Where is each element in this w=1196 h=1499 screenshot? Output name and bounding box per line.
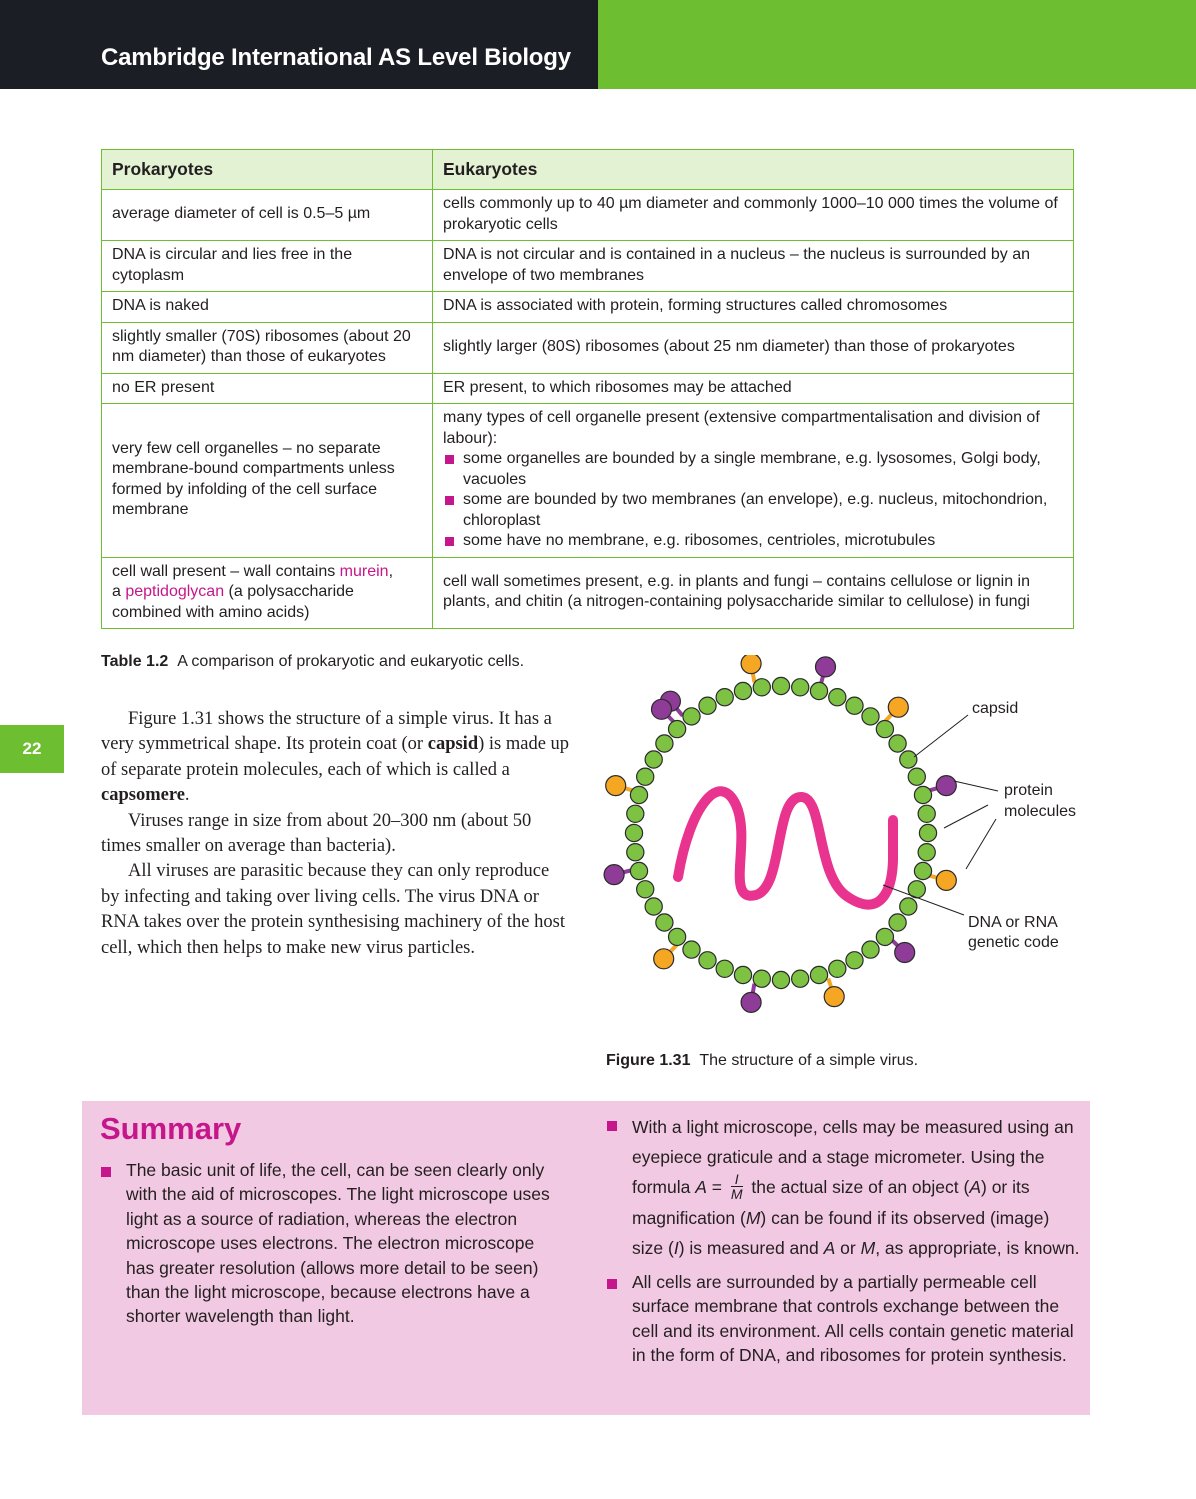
capsomere [900,898,917,915]
capsomere [876,928,893,945]
capsomere [862,708,879,725]
capsomere [810,966,827,983]
paragraph: All viruses are parasitic because they can only reproduce by infecting and taking over living cells. The virus DNA or RNA takes over the protein synthesising machinery of the host cell, which then helps to make new virus particles. [101,861,565,958]
paragraph: Viruses range in size from about 20–300 nm (about 50 times smaller on average than bacteria). [101,810,532,857]
table-row [102,404,1074,558]
var-m: M [860,1237,876,1258]
cell-prokaryotes: DNA is naked [102,292,433,323]
capsomere [627,805,644,822]
wall-text: (a polysaccharide combined with amino acids) [112,583,354,621]
var-a: A [823,1237,836,1258]
capsomere [862,941,879,958]
capsomere [683,941,700,958]
capsomere [918,844,935,861]
label-capsid: capsid [972,700,1019,717]
paragraph-text: Figure 1.31 shows the structure of a simple virus. It has a very symmetrical shape. Its protein coat (or [101,709,552,755]
figure-caption-label: Figure 1.31 [606,1052,691,1069]
cell-eukaryotes [433,404,1074,558]
wall-text: cell wall present – wall contains [112,562,340,580]
capsomere [876,721,893,738]
capsomere [846,952,863,969]
capsomere [645,898,662,915]
capsomere [645,751,662,768]
cell-prokaryotes: no ER present [102,373,433,404]
cell-prokaryotes [102,557,433,629]
capsomere [734,682,751,699]
capsomere [914,862,931,879]
summary-list-left [100,1158,555,1329]
capsomere [669,928,686,945]
list-item: some are bounded by two membranes (an envelope), e.g. nucleus, mitochondrion, chloroplast [443,490,1063,531]
capsomere [656,735,673,752]
capsomere [900,751,917,768]
summary-text: ) is measured and [678,1237,824,1258]
spike-head [654,949,674,969]
fraction-denominator: M [730,1185,743,1202]
summary-title: Summary [100,1111,242,1146]
nucleic-acid-strand [678,791,893,904]
capsomere [792,679,809,696]
page-number: 22 [0,725,64,773]
leader-protein-b [944,805,988,828]
fraction-numerator: I [731,1172,743,1187]
leader-capsid [914,715,968,757]
virus-diagram [596,655,1096,1035]
spike-head [936,870,956,890]
capsomere [889,735,906,752]
capsomere [810,682,827,699]
term-capsid: capsid [427,734,479,755]
formula-fraction [731,1172,743,1201]
capsomere [699,697,716,714]
cell-prokaryotes: DNA is circular and lies free in the cytoplasm [102,241,433,292]
header-eukaryotes: Eukaryotes [433,150,1074,190]
book-title: Cambridge International AS Level Biology [101,44,571,71]
capsomere [734,966,751,983]
table-caption-label: Table 1.2 [101,653,169,670]
summary-text: or [835,1237,861,1258]
table-header-row [102,150,1074,190]
spike-head [606,776,626,796]
table-row [102,557,1074,629]
table-row [102,190,1074,241]
cell-eukaryotes: DNA is not circular and is contained in a nucleus – the nucleus is surrounded by an envelope of two membranes [433,241,1074,292]
summary-item: All cells are surrounded by a partially permeable cell surface membrane that controls exchange between the cell and its environment. All cells contain genetic material in the form of DNA, and ribosomes for protein synthesis. [606,1270,1080,1368]
spike-head [936,776,956,796]
cell-prokaryotes: average diameter of cell is 0.5–5 µm [102,190,433,241]
summary-item [606,1112,1080,1263]
capsomere [829,960,846,977]
capsomere [627,844,644,861]
summary-item: The basic unit of life, the cell, can be seen clearly only with the aid of microscopes. The light microscope uses light as a source of radiation, whereas the electron microscope uses electrons. The electron microscope has greater resolution (allows more detail to be seen) than the light microscope, because electrons have a shorter wavelength than light. [100,1158,555,1329]
cell-eukaryotes: cells commonly up to 40 µm diameter and commonly 1000–10 000 times the volume of prokaryotic cells [433,190,1074,241]
label-genetic-code: genetic code [968,934,1059,951]
capsomere [625,824,642,841]
list-item: some organelles are bounded by a single membrane, e.g. lysosomes, Golgi body, vacuoles [443,449,1063,490]
capsomere [753,679,770,696]
cell-prokaryotes: slightly smaller (70S) ribosomes (about 20 nm diameter) than those of eukaryotes [102,322,433,373]
glossary-term-murein[interactable]: murein [339,562,389,580]
figure-caption-text: The structure of a simple virus. [699,1052,919,1069]
table-row [102,292,1074,323]
capsomere [846,697,863,714]
glossary-term-peptidoglycan[interactable]: peptidoglycan [125,583,225,600]
cell-eukaryotes: slightly larger (80S) ribosomes (about 25 nm diameter) than those of prokaryotes [433,322,1074,373]
summary-box [82,1101,1090,1415]
capsomere [656,914,673,931]
wall-text: , [388,562,394,580]
organelles-list [443,449,1063,552]
capsomere [716,960,733,977]
spike-head [741,992,761,1012]
list-item: some have no membrane, e.g. ribosomes, centrioles, microtubules [443,531,1063,552]
header-green-band [598,0,1196,89]
figure-caption [606,1052,918,1070]
spike-head [895,943,915,963]
summary-text: ) or its magnification ( [632,1177,1030,1228]
spike-head [741,655,761,674]
cell-eukaryotes: cell wall sometimes present, e.g. in plants and fungi – contains cellulose or lignin in plants, and chitin (a nitrogen-containing polysaccharide similar to cellulose) in fungi [433,557,1074,629]
var-a: A [969,1177,981,1197]
spike-head [816,657,836,677]
spike-head [604,865,624,885]
label-molecules: molecules [1004,803,1077,820]
summary-text: ) can be found if its observed (image) size ( [632,1207,1050,1258]
organelles-intro: many types of cell organelle present (extensive compartmentalisation and division of labour): [443,409,1040,447]
summary-right-column [606,1112,1080,1368]
label-protein: protein [1004,782,1053,799]
capsomere [772,677,789,694]
summary-text: With a light microscope, cells may be measured using an eyepiece graticule and a stage micrometer. Using the formula [632,1117,1074,1197]
capsomere [630,862,647,879]
wall-text: a [112,583,126,600]
table-row [102,322,1074,373]
table-caption-text: A comparison of prokaryotic and eukaryotic cells. [177,653,525,670]
cell-eukaryotes: DNA is associated with protein, forming structures called chromosomes [433,292,1074,323]
paragraph-text: ) is made up of separate protein molecules, each of which is called a [101,734,570,780]
cell-eukaryotes: ER present, to which ribosomes may be attached [433,373,1074,404]
capsomere [683,708,700,725]
capsomere [908,768,925,785]
table-row [102,373,1074,404]
comparison-table [101,149,1074,629]
var-i: I [673,1237,679,1258]
formula-equals: = [706,1177,727,1197]
term-capsomere: capsomere [101,785,185,806]
var-m: M [745,1207,761,1228]
cell-prokaryotes: very few cell organelles – no separate membrane-bound compartments unless formed by infolding of the cell surface membrane [102,404,433,558]
table-caption [101,653,524,671]
capsomere [637,881,654,898]
leader-protein-a [954,781,998,791]
label-dna: DNA or RNA [968,914,1058,931]
capsomere [630,786,647,803]
capsomere [716,689,733,706]
spike-head [824,987,844,1007]
paragraph-text: . [184,785,190,806]
summary-text: , as appropriate, is known. [875,1237,1080,1258]
spike-head [888,697,908,717]
summary-text: the actual size of an object ( [746,1177,970,1197]
capsomere [919,824,936,841]
capsomere [772,971,789,988]
summary-left-column [100,1158,555,1329]
header-prokaryotes: Prokaryotes [102,150,433,190]
capsomere [669,721,686,738]
summary-list-right [606,1112,1080,1368]
paragraph [101,707,571,809]
table-row [102,241,1074,292]
capsomere [918,805,935,822]
body-text [101,707,571,961]
capsomere [637,768,654,785]
leader-protein-c [966,819,996,869]
capsomere [753,970,770,987]
capsomere [829,689,846,706]
formula-var-a: A [695,1177,707,1197]
capsomere [792,970,809,987]
capsomere [889,914,906,931]
capsomere [914,786,931,803]
spike-head [652,699,672,719]
capsomere [699,952,716,969]
